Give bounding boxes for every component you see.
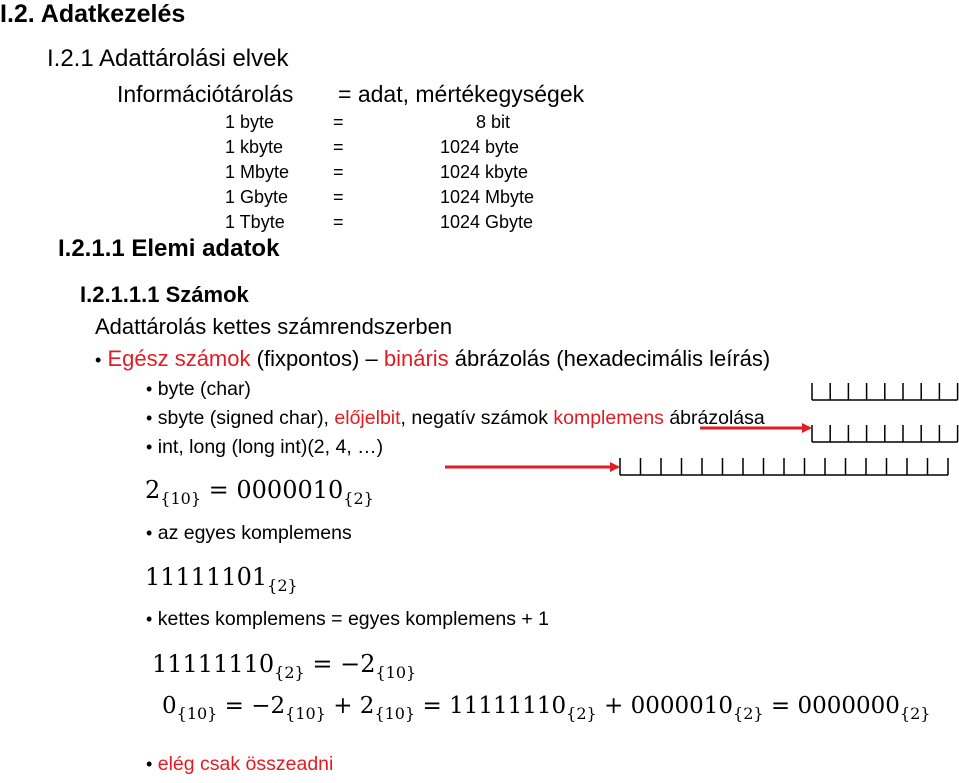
dash: – [365, 346, 378, 371]
storage-line: Adattárolás kettes számrendszerben [95, 314, 453, 339]
fixpoint-note: (fixpontos) [256, 346, 360, 371]
complement-term: komplemens [553, 407, 664, 429]
unit-eq: = [333, 187, 344, 207]
twos-text: kettes komplemens = egyes komplemens + 1 [157, 608, 550, 630]
unit-left: 1 Gbyte [225, 187, 289, 207]
eq-term: 0000010 [630, 693, 734, 719]
eq-sign: = [770, 693, 791, 719]
equation-two-decimal [145, 476, 374, 508]
unit-right: 1024 kbyte [440, 162, 529, 182]
unit-eq: = [333, 137, 344, 157]
byte-text: byte (char) [157, 378, 251, 400]
bullet-icon: • [146, 437, 153, 457]
eq-term: 2 [145, 476, 161, 504]
binary-term: bináris [383, 346, 449, 371]
info-definition: = adat, mértékegységek [338, 81, 585, 107]
eq-base: {2} [899, 704, 931, 723]
eq-term: 0000010 [236, 476, 344, 504]
eq-sign: = [422, 693, 442, 719]
eq-base: {10} [176, 704, 218, 723]
final-line [146, 753, 333, 776]
representation-text: ábrázolása [663, 407, 765, 429]
unit-eq: = [333, 112, 344, 132]
eq-term: 11111101 [145, 563, 268, 591]
eq-base: {10} [374, 704, 416, 723]
eq-term: 11111110 [152, 650, 275, 678]
eq-sign: + [333, 693, 353, 719]
eq-term: −2 [251, 693, 286, 719]
eq-sign: + [604, 693, 624, 719]
eq-term: 0 [162, 693, 177, 719]
eq-base: {2} [343, 489, 374, 508]
bullet-icon: • [146, 609, 153, 629]
unit-right: 1024 byte [440, 137, 520, 157]
unit-left: 1 byte [225, 112, 275, 132]
unit-right: 1024 Mbyte [440, 187, 535, 207]
unit-right: 1024 Gbyte [440, 212, 534, 232]
final-text: elég csak összeadni [157, 753, 334, 775]
sbyte-text: sbyte (signed char), [157, 407, 335, 429]
unit-eq: = [333, 162, 344, 182]
bullet-icon: • [146, 523, 153, 543]
byte-bit-grid [812, 383, 958, 442]
eq-sign: = [208, 476, 229, 504]
unit-eq: = [333, 212, 344, 232]
eq-base: {2} [274, 663, 305, 682]
equation-sum [162, 693, 930, 723]
sign-bit-term: előjelbit [334, 407, 401, 429]
representation-note: ábrázolás (hexadecimális leírás) [454, 346, 771, 371]
eq-term: 11111110 [449, 693, 567, 719]
eq-term: −2 [340, 650, 376, 678]
eq-base: {10} [285, 704, 326, 723]
bullet-icon: • [146, 379, 153, 399]
bullet-icon: • [146, 408, 153, 428]
unit-left: 1 Tbyte [225, 212, 285, 232]
eq-sign: = [312, 650, 333, 678]
equation-ones-complement [145, 563, 298, 595]
info-label: Információtárolás [117, 81, 294, 107]
eq-sign: = [224, 693, 244, 719]
ones-text: az egyes komplemens [157, 522, 352, 544]
twos-complement-line [146, 608, 549, 631]
unit-right: 8 bit [476, 112, 511, 132]
unit-left: 1 kbyte [225, 137, 284, 157]
eq-term: 2 [359, 693, 375, 719]
eq-base: {2} [566, 704, 597, 723]
eq-base: {2} [267, 576, 298, 595]
ones-complement-line [146, 522, 352, 545]
equation-twos-complement [152, 650, 416, 682]
int-text: int, long (long int)(2, 4, …) [157, 436, 384, 458]
negative-text: , negatív számok [400, 407, 554, 429]
subsubsection-heading: I.2.1.1.1 Számok [80, 282, 249, 307]
bullet-icon: • [146, 754, 153, 774]
eq-base: {2} [733, 704, 764, 723]
int-bit-grid [620, 458, 948, 475]
bullet-icon: • [95, 350, 102, 370]
subsection-heading: I.2.1.1 Elemi adatok [58, 235, 280, 262]
eq-base: {10} [160, 489, 201, 508]
integer-term: Egész számok [107, 346, 251, 371]
section-heading: I.2.1 Adattárolási elvek [47, 45, 289, 72]
unit-left: 1 Mbyte [225, 162, 290, 182]
page-title: I.2. Adatkezelés [0, 0, 186, 28]
eq-term: 0000000 [797, 693, 900, 719]
eq-base: {10} [375, 663, 417, 682]
